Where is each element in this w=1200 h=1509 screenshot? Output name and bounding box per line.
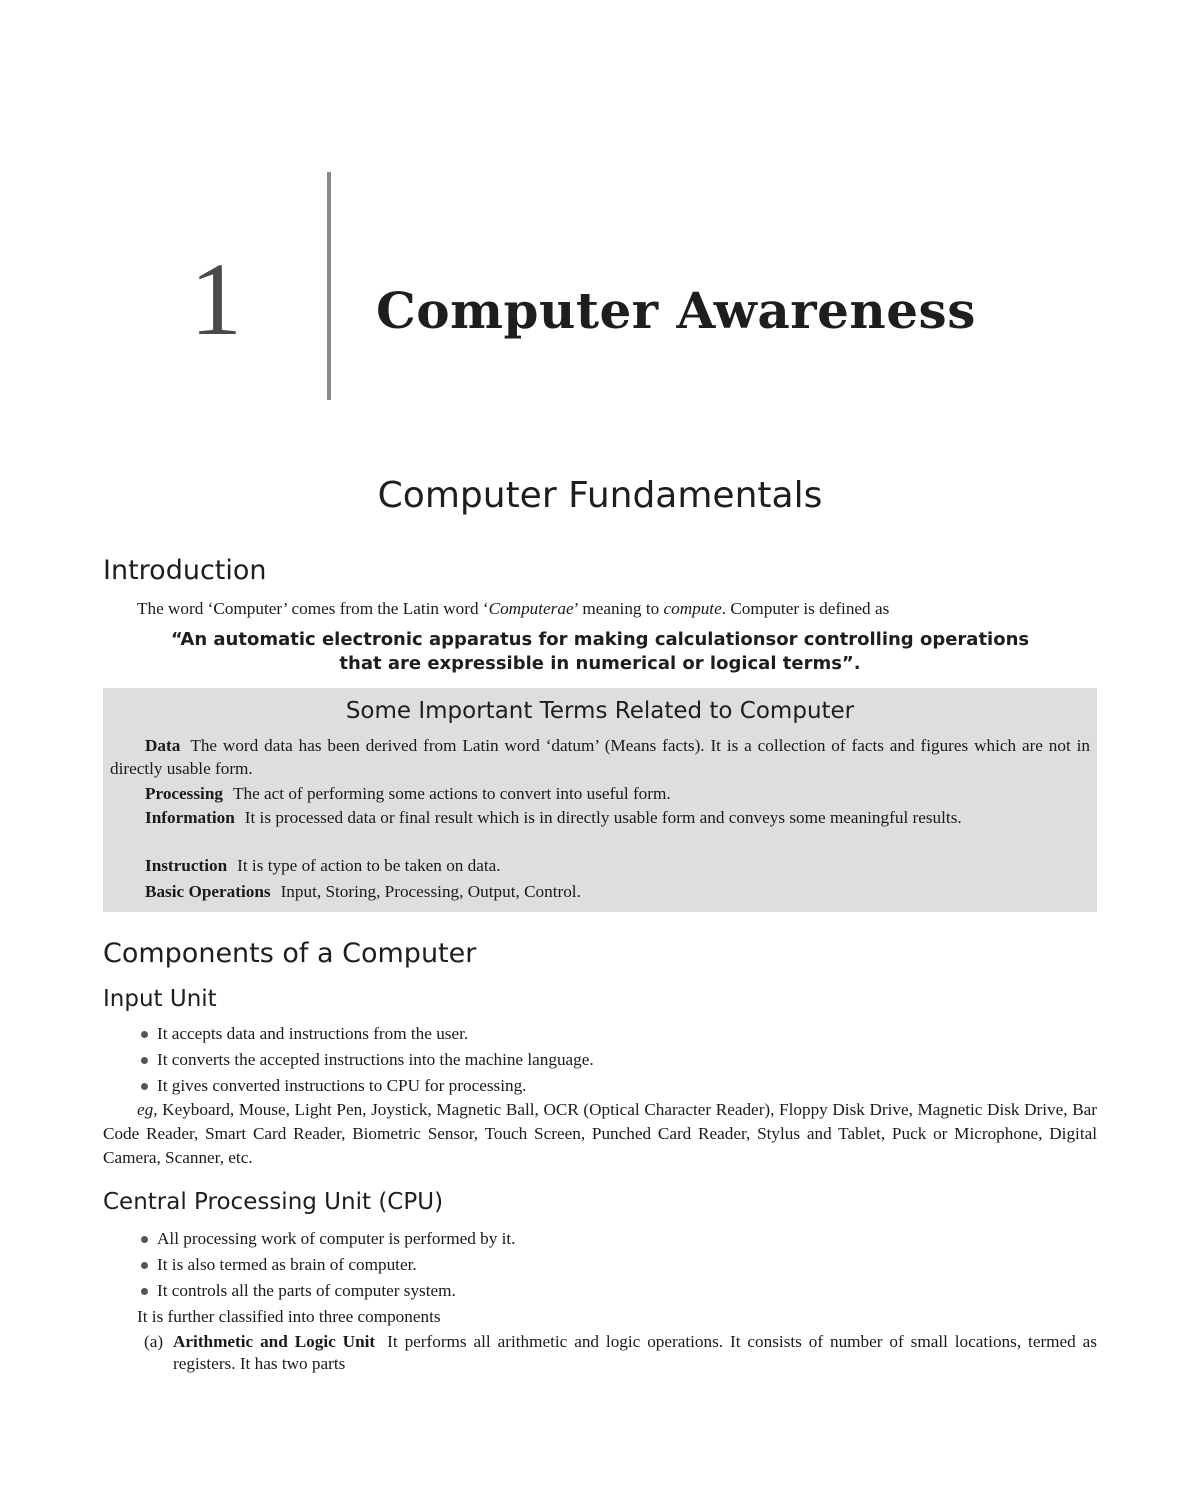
- terms-box-title: Some Important Terms Related to Computer: [345, 698, 855, 724]
- cpu-heading-text: Central Processing Unit: [103, 1189, 372, 1215]
- alu-text: It performs all arithmetic and logic operations. It consists of number of small locations, termed as registers. It has two parts: [173, 1332, 1097, 1373]
- intro-text-part-2: ’ meaning to: [573, 599, 664, 618]
- introduction-heading: Introduction: [103, 555, 267, 586]
- term-text: It is type of action to be taken on data.: [237, 856, 501, 875]
- examples-text: Keyboard, Mouse, Light Pen, Joystick, Magnetic Ball, OCR (Optical Character Reader), Floppy Disk Drive, Magnetic Disk Drive, Bar Code Reader, Smart Card Reader, Biometric Sensor, Touch Screen, Punched Card Reader, Stylus and Tablet, Puck or Microphone, Digital Camera, Scanner, etc.: [103, 1100, 1098, 1167]
- intro-text-part-3: . Computer is defined as: [721, 599, 890, 618]
- term-processing: [110, 782, 1090, 805]
- input-examples: [103, 1098, 1097, 1170]
- term-instruction: [110, 854, 1090, 877]
- list-item: It gives converted instructions to CPU for processing.: [137, 1075, 594, 1101]
- cpu-heading-abbr: (CPU): [378, 1189, 444, 1215]
- cpu-classification: It is further classified into three components: [137, 1307, 441, 1326]
- terms-box: [103, 688, 1097, 912]
- term-basic-operations: [110, 880, 1090, 903]
- bullet-icon: [141, 1236, 148, 1243]
- alu-list-label: (a): [144, 1332, 164, 1351]
- term-label: Information: [145, 808, 235, 827]
- term-label: Data: [145, 736, 181, 755]
- list-item: It is also termed as brain of computer.: [137, 1254, 515, 1280]
- chapter-title: Computer Awareness: [376, 281, 976, 340]
- components-heading: Components of a Computer: [103, 938, 477, 969]
- term-label: Instruction: [145, 856, 228, 875]
- bullet-icon: [141, 1262, 148, 1269]
- intro-text-part-1: The word ‘Computer’ comes from the Latin word ‘: [137, 599, 489, 618]
- term-text: The act of performing some actions to convert into useful form.: [232, 784, 671, 803]
- alu-item: [173, 1331, 1097, 1375]
- input-unit-heading: Input Unit: [103, 986, 217, 1012]
- list-item: It controls all the parts of computer system.: [137, 1280, 515, 1306]
- list-item: It accepts data and instructions from the user.: [137, 1023, 594, 1049]
- introduction-text: [137, 598, 889, 620]
- list-item: All processing work of computer is performed by it.: [137, 1228, 515, 1254]
- bullet-icon: [141, 1031, 148, 1038]
- cpu-heading: [103, 1187, 443, 1217]
- term-label: Processing: [145, 784, 223, 803]
- input-unit-bullets: [137, 1023, 594, 1101]
- term-label: Basic Operations: [145, 882, 271, 901]
- bullet-icon: [141, 1083, 148, 1090]
- bullet-icon: [141, 1288, 148, 1295]
- term-text: Input, Storing, Processing, Output, Control.: [280, 882, 581, 901]
- cpu-bullets: [137, 1228, 515, 1306]
- section-title: Computer Fundamentals: [377, 475, 823, 516]
- latin-word: Computerae: [488, 599, 574, 618]
- compute-word: compute: [663, 599, 722, 618]
- chapter-number: 1: [190, 242, 242, 357]
- computer-definition: “An automatic electronic apparatus for making calculationsor controlling operations that are expressible in numerical or logical terms”.: [170, 629, 1030, 674]
- bullet-icon: [141, 1057, 148, 1064]
- term-data: [110, 734, 1090, 780]
- term-information: [110, 806, 1090, 829]
- eg-label: eg,: [137, 1100, 158, 1119]
- alu-term: Arithmetic and Logic Unit: [173, 1332, 376, 1351]
- list-item: It converts the accepted instructions into the machine language.: [137, 1049, 594, 1075]
- term-text: It is processed data or final result which is in directly usable form and conveys some meaningful results.: [244, 808, 962, 827]
- term-text: The word data has been derived from Latin word ‘datum’ (Means facts). It is a collection of facts and figures which are not in directly usable form.: [110, 736, 1090, 778]
- chapter-divider: [327, 172, 331, 400]
